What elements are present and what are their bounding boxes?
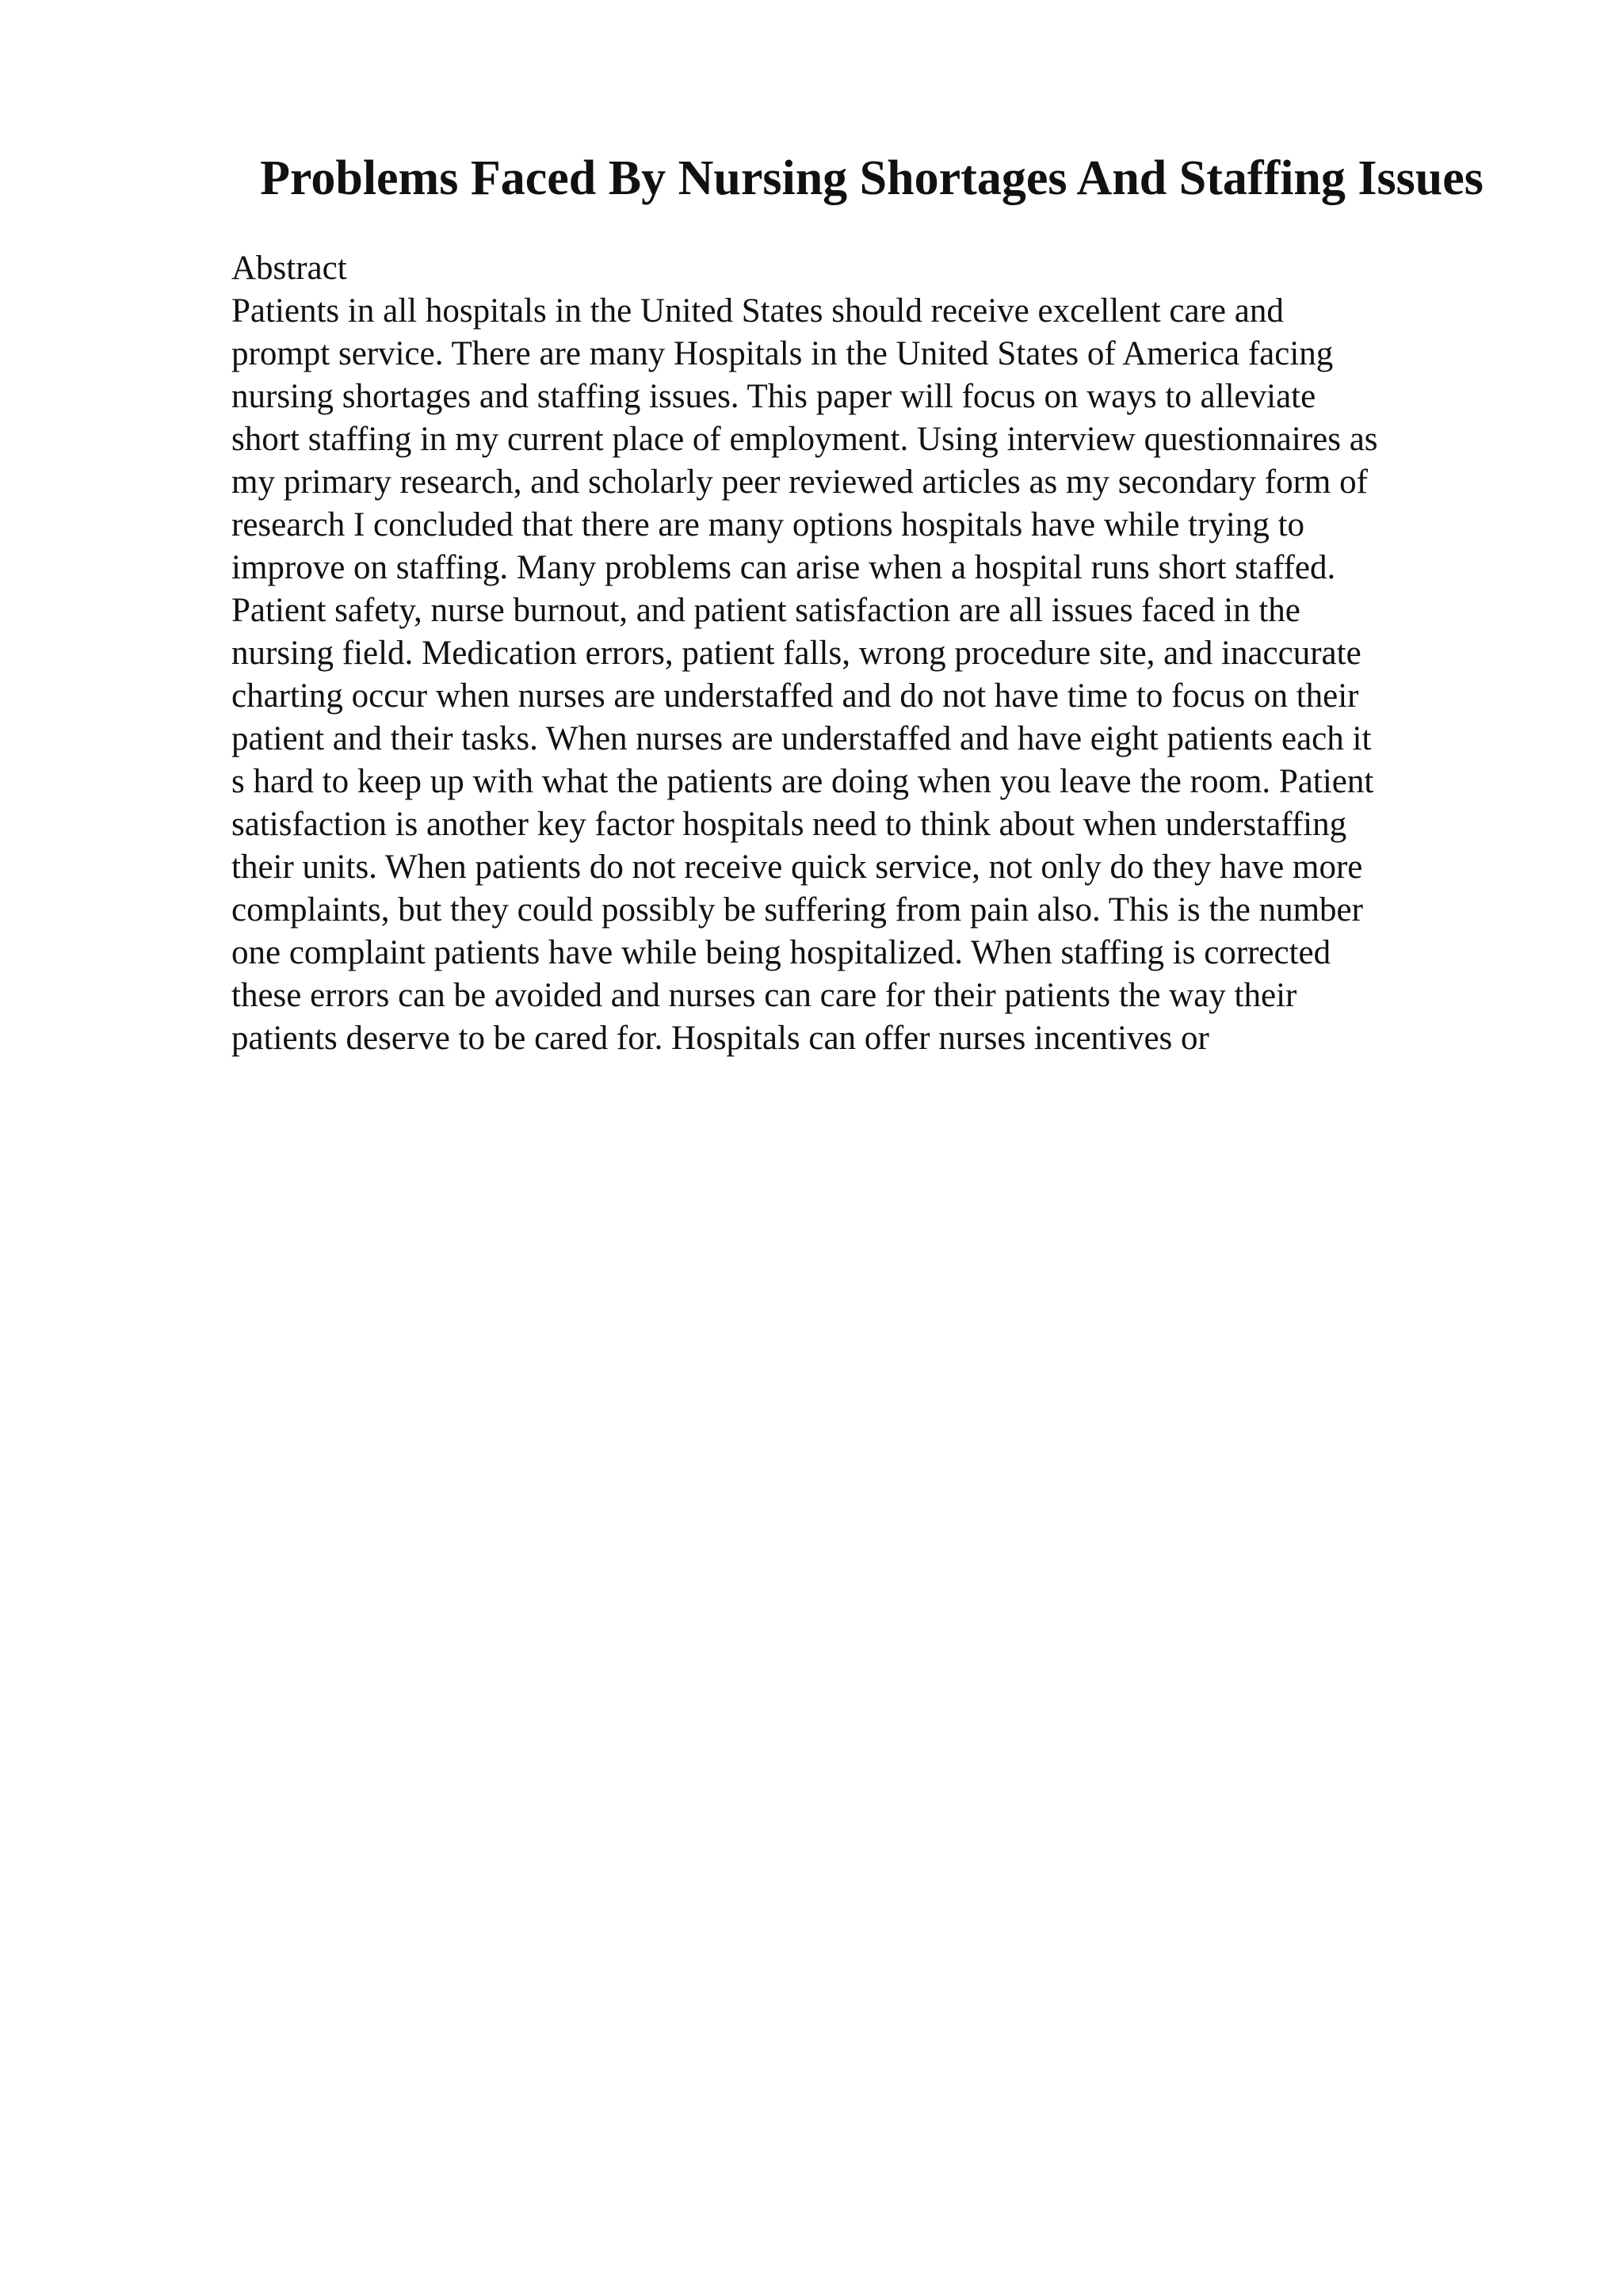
abstract-line: prompt service. There are many Hospitals in the United States of America facing bbox=[231, 335, 1334, 372]
abstract-line: my primary research, and scholarly peer reviewed articles as my secondary form of bbox=[231, 463, 1368, 501]
abstract-line: nursing field. Medication errors, patient falls, wrong procedure site, and inaccurate bbox=[231, 635, 1361, 672]
abstract-line: research I concluded that there are many options hospitals have while trying to bbox=[231, 506, 1305, 543]
abstract-line: improve on staffing. Many problems can arise when a hospital runs short staffed. bbox=[231, 549, 1336, 586]
abstract-line: their units. When patients do not receive quick service, not only do they have more bbox=[231, 849, 1363, 886]
abstract-line: satisfaction is another key factor hospitals need to think about when understaffing bbox=[231, 806, 1347, 843]
document-title: Problems Faced By Nursing Shortages And Staffing Issues bbox=[260, 151, 1484, 205]
abstract-line: one complaint patients have while being hospitalized. When staffing is corrected bbox=[231, 934, 1331, 971]
abstract-line: s hard to keep up with what the patients are doing when you leave the room. Patient bbox=[231, 763, 1374, 800]
abstract-line: short staffing in my current place of employment. Using interview questionnaires as bbox=[231, 421, 1378, 458]
abstract-line: Patients in all hospitals in the United States should receive excellent care and bbox=[231, 292, 1284, 330]
abstract-line: complaints, but they could possibly be suffering from pain also. This is the number bbox=[231, 891, 1363, 929]
abstract-heading: Abstract bbox=[231, 250, 347, 287]
abstract-body bbox=[231, 290, 1515, 1060]
abstract-line: charting occur when nurses are understaffed and do not have time to focus on their bbox=[231, 677, 1359, 715]
abstract-line: Patient safety, nurse burnout, and patient satisfaction are all issues faced in the bbox=[231, 592, 1300, 629]
abstract-line: patient and their tasks. When nurses are understaffed and have eight patients each it bbox=[231, 720, 1372, 757]
abstract-line: these errors can be avoided and nurses can care for their patients the way their bbox=[231, 977, 1297, 1014]
abstract-line: patients deserve to be cared for. Hospitals can offer nurses incentives or bbox=[231, 1020, 1209, 1057]
abstract-line: nursing shortages and staffing issues. This paper will focus on ways to alleviate bbox=[231, 378, 1316, 415]
